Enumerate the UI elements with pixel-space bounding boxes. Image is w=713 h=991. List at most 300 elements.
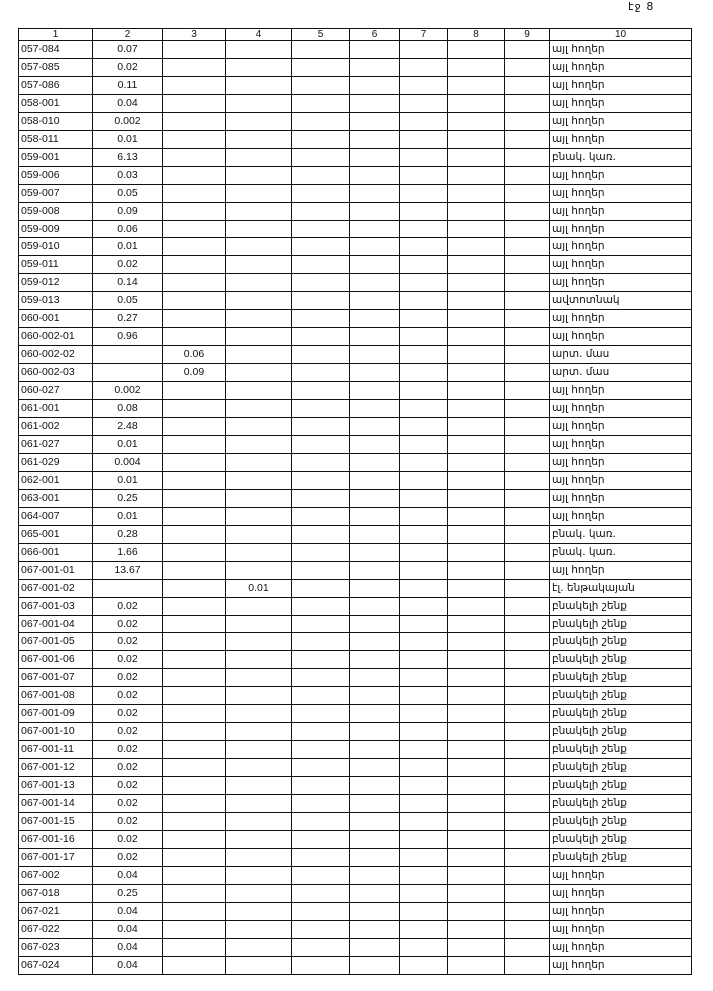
cell-col-5 bbox=[292, 759, 350, 777]
cell-col-8 bbox=[448, 651, 505, 669]
cell-col-10: այլ հողեր bbox=[550, 453, 692, 471]
cell-col-3 bbox=[163, 184, 226, 202]
cell-col-9 bbox=[505, 58, 550, 76]
cell-col-7 bbox=[400, 202, 448, 220]
cell-col-5 bbox=[292, 938, 350, 956]
cell-col-3 bbox=[163, 884, 226, 902]
cell-col-8 bbox=[448, 148, 505, 166]
cell-col-2: 0.02 bbox=[93, 741, 163, 759]
cell-col-2: 0.002 bbox=[93, 382, 163, 400]
cell-col-9 bbox=[505, 759, 550, 777]
cell-col-6 bbox=[350, 58, 400, 76]
cell-col-2: 0.04 bbox=[93, 902, 163, 920]
cell-col-3 bbox=[163, 525, 226, 543]
cell-col-5 bbox=[292, 238, 350, 256]
cell-col-1: 059-011 bbox=[19, 256, 93, 274]
cell-col-9 bbox=[505, 166, 550, 184]
cell-col-6 bbox=[350, 346, 400, 364]
cell-col-1: 067-001-08 bbox=[19, 687, 93, 705]
cell-col-10: այլ հողեր bbox=[550, 920, 692, 938]
cell-col-2: 0.02 bbox=[93, 615, 163, 633]
cell-col-10: բնակելի շենք bbox=[550, 795, 692, 813]
cell-col-1: 067-024 bbox=[19, 956, 93, 974]
cell-col-10: այլ հողեր bbox=[550, 418, 692, 436]
cell-col-4 bbox=[226, 848, 292, 866]
cell-col-7 bbox=[400, 130, 448, 148]
table-row bbox=[19, 507, 692, 525]
cell-col-8 bbox=[448, 741, 505, 759]
cell-col-7 bbox=[400, 310, 448, 328]
cell-col-7 bbox=[400, 615, 448, 633]
cell-col-7 bbox=[400, 579, 448, 597]
cell-col-1: 057-086 bbox=[19, 76, 93, 94]
table-row bbox=[19, 364, 692, 382]
cell-col-8 bbox=[448, 94, 505, 112]
cell-col-6 bbox=[350, 866, 400, 884]
cell-col-8 bbox=[448, 202, 505, 220]
cell-col-2: 0.11 bbox=[93, 76, 163, 94]
cell-col-4 bbox=[226, 741, 292, 759]
cell-col-5 bbox=[292, 866, 350, 884]
cell-col-6 bbox=[350, 382, 400, 400]
cell-col-10: արտ. մաս bbox=[550, 346, 692, 364]
cell-col-4 bbox=[226, 759, 292, 777]
cell-col-10: այլ հողեր bbox=[550, 76, 692, 94]
cell-col-7 bbox=[400, 400, 448, 418]
table-row bbox=[19, 41, 692, 59]
table-row bbox=[19, 705, 692, 723]
cell-col-7 bbox=[400, 920, 448, 938]
cell-col-4 bbox=[226, 310, 292, 328]
cell-col-6 bbox=[350, 723, 400, 741]
cell-col-7 bbox=[400, 148, 448, 166]
cell-col-5 bbox=[292, 848, 350, 866]
cell-col-9 bbox=[505, 148, 550, 166]
cell-col-8 bbox=[448, 615, 505, 633]
cell-col-10: այլ հողեր bbox=[550, 956, 692, 974]
table-row bbox=[19, 453, 692, 471]
cell-col-5 bbox=[292, 884, 350, 902]
cell-col-7 bbox=[400, 902, 448, 920]
cell-col-7 bbox=[400, 346, 448, 364]
cell-col-8 bbox=[448, 310, 505, 328]
cell-col-9 bbox=[505, 579, 550, 597]
cell-col-6 bbox=[350, 615, 400, 633]
cell-col-3 bbox=[163, 41, 226, 59]
cell-col-3 bbox=[163, 723, 226, 741]
table-row bbox=[19, 741, 692, 759]
cell-col-3 bbox=[163, 58, 226, 76]
cell-col-5 bbox=[292, 418, 350, 436]
cell-col-1: 063-001 bbox=[19, 489, 93, 507]
cell-col-4 bbox=[226, 687, 292, 705]
cell-col-1: 067-023 bbox=[19, 938, 93, 956]
cell-col-3 bbox=[163, 148, 226, 166]
cell-col-2: 0.03 bbox=[93, 166, 163, 184]
cell-col-10: այլ հողեր bbox=[550, 435, 692, 453]
cell-col-5 bbox=[292, 166, 350, 184]
cell-col-6 bbox=[350, 687, 400, 705]
cell-col-9 bbox=[505, 902, 550, 920]
cell-col-9 bbox=[505, 525, 550, 543]
cell-col-5 bbox=[292, 687, 350, 705]
cell-col-7 bbox=[400, 435, 448, 453]
cell-col-3 bbox=[163, 848, 226, 866]
cell-col-9 bbox=[505, 938, 550, 956]
table-row bbox=[19, 346, 692, 364]
cell-col-3 bbox=[163, 453, 226, 471]
cell-col-8 bbox=[448, 184, 505, 202]
cell-col-2: 0.002 bbox=[93, 112, 163, 130]
cell-col-6 bbox=[350, 130, 400, 148]
cell-col-7 bbox=[400, 741, 448, 759]
cell-col-10: այլ հողեր bbox=[550, 220, 692, 238]
cell-col-5 bbox=[292, 292, 350, 310]
cell-col-10: բնակելի շենք bbox=[550, 651, 692, 669]
table-row bbox=[19, 543, 692, 561]
table-row bbox=[19, 292, 692, 310]
cell-col-4 bbox=[226, 795, 292, 813]
cell-col-6 bbox=[350, 525, 400, 543]
cell-col-2: 0.05 bbox=[93, 184, 163, 202]
cell-col-6 bbox=[350, 112, 400, 130]
cell-col-1: 067-001-07 bbox=[19, 669, 93, 687]
cell-col-2: 0.01 bbox=[93, 507, 163, 525]
table-row bbox=[19, 400, 692, 418]
cell-col-2: 0.02 bbox=[93, 759, 163, 777]
cell-col-7 bbox=[400, 651, 448, 669]
cell-col-4 bbox=[226, 812, 292, 830]
column-header-7: 7 bbox=[400, 29, 448, 41]
cell-col-9 bbox=[505, 453, 550, 471]
cell-col-5 bbox=[292, 453, 350, 471]
land-parcel-table bbox=[18, 28, 692, 975]
cell-col-3 bbox=[163, 202, 226, 220]
table-row bbox=[19, 651, 692, 669]
cell-col-9 bbox=[505, 543, 550, 561]
cell-col-7 bbox=[400, 597, 448, 615]
table-row bbox=[19, 58, 692, 76]
cell-col-4 bbox=[226, 543, 292, 561]
cell-col-9 bbox=[505, 435, 550, 453]
cell-col-4 bbox=[226, 184, 292, 202]
cell-col-3 bbox=[163, 597, 226, 615]
table-row bbox=[19, 238, 692, 256]
cell-col-7 bbox=[400, 292, 448, 310]
cell-col-2: 0.02 bbox=[93, 633, 163, 651]
cell-col-1: 067-001-05 bbox=[19, 633, 93, 651]
table-row bbox=[19, 256, 692, 274]
cell-col-9 bbox=[505, 615, 550, 633]
cell-col-6 bbox=[350, 543, 400, 561]
cell-col-8 bbox=[448, 418, 505, 436]
cell-col-5 bbox=[292, 76, 350, 94]
column-header-1: 1 bbox=[19, 29, 93, 41]
cell-col-4 bbox=[226, 435, 292, 453]
cell-col-9 bbox=[505, 41, 550, 59]
cell-col-2: 0.02 bbox=[93, 705, 163, 723]
cell-col-10: այլ հողեր bbox=[550, 238, 692, 256]
cell-col-3 bbox=[163, 956, 226, 974]
cell-col-10: էլ. ենթակայան bbox=[550, 579, 692, 597]
table-row bbox=[19, 848, 692, 866]
cell-col-9 bbox=[505, 184, 550, 202]
cell-col-1: 067-001-01 bbox=[19, 561, 93, 579]
cell-col-9 bbox=[505, 866, 550, 884]
cell-col-9 bbox=[505, 400, 550, 418]
cell-col-4 bbox=[226, 705, 292, 723]
cell-col-4 bbox=[226, 956, 292, 974]
cell-col-6 bbox=[350, 220, 400, 238]
cell-col-1: 060-002-03 bbox=[19, 364, 93, 382]
cell-col-5 bbox=[292, 777, 350, 795]
cell-col-5 bbox=[292, 435, 350, 453]
cell-col-10: այլ հողեր bbox=[550, 202, 692, 220]
table-row bbox=[19, 328, 692, 346]
cell-col-5 bbox=[292, 920, 350, 938]
cell-col-9 bbox=[505, 795, 550, 813]
cell-col-4 bbox=[226, 507, 292, 525]
cell-col-3 bbox=[163, 310, 226, 328]
cell-col-2: 0.01 bbox=[93, 238, 163, 256]
cell-col-9 bbox=[505, 687, 550, 705]
cell-col-10: բնակելի շենք bbox=[550, 615, 692, 633]
cell-col-4 bbox=[226, 777, 292, 795]
cell-col-8 bbox=[448, 723, 505, 741]
cell-col-8 bbox=[448, 705, 505, 723]
cell-col-6 bbox=[350, 938, 400, 956]
cell-col-7 bbox=[400, 256, 448, 274]
cell-col-8 bbox=[448, 400, 505, 418]
cell-col-4 bbox=[226, 418, 292, 436]
cell-col-6 bbox=[350, 561, 400, 579]
table-row bbox=[19, 795, 692, 813]
cell-col-7 bbox=[400, 184, 448, 202]
cell-col-5 bbox=[292, 669, 350, 687]
cell-col-10: այլ հողեր bbox=[550, 130, 692, 148]
cell-col-3 bbox=[163, 777, 226, 795]
cell-col-10: այլ հողեր bbox=[550, 112, 692, 130]
cell-col-2: 0.08 bbox=[93, 400, 163, 418]
cell-col-5 bbox=[292, 382, 350, 400]
cell-col-5 bbox=[292, 579, 350, 597]
cell-col-3 bbox=[163, 382, 226, 400]
cell-col-10: այլ հողեր bbox=[550, 902, 692, 920]
table-row bbox=[19, 884, 692, 902]
cell-col-10: այլ հողեր bbox=[550, 274, 692, 292]
cell-col-1: 061-029 bbox=[19, 453, 93, 471]
cell-col-4 bbox=[226, 723, 292, 741]
cell-col-6 bbox=[350, 274, 400, 292]
cell-col-8 bbox=[448, 777, 505, 795]
cell-col-4 bbox=[226, 328, 292, 346]
cell-col-1: 059-009 bbox=[19, 220, 93, 238]
cell-col-4 bbox=[226, 94, 292, 112]
cell-col-1: 067-001-14 bbox=[19, 795, 93, 813]
cell-col-10: այլ հողեր bbox=[550, 884, 692, 902]
cell-col-1: 067-001-16 bbox=[19, 830, 93, 848]
cell-col-7 bbox=[400, 507, 448, 525]
cell-col-7 bbox=[400, 884, 448, 902]
cell-col-7 bbox=[400, 777, 448, 795]
cell-col-2: 0.06 bbox=[93, 220, 163, 238]
cell-col-8 bbox=[448, 795, 505, 813]
cell-col-5 bbox=[292, 220, 350, 238]
table-row bbox=[19, 669, 692, 687]
cell-col-5 bbox=[292, 346, 350, 364]
cell-col-3 bbox=[163, 400, 226, 418]
cell-col-3 bbox=[163, 328, 226, 346]
cell-col-3 bbox=[163, 112, 226, 130]
cell-col-5 bbox=[292, 328, 350, 346]
cell-col-3 bbox=[163, 256, 226, 274]
cell-col-5 bbox=[292, 58, 350, 76]
cell-col-3 bbox=[163, 292, 226, 310]
cell-col-7 bbox=[400, 274, 448, 292]
cell-col-5 bbox=[292, 633, 350, 651]
cell-col-4 bbox=[226, 41, 292, 59]
table-row bbox=[19, 633, 692, 651]
cell-col-3 bbox=[163, 615, 226, 633]
cell-col-8 bbox=[448, 274, 505, 292]
cell-col-1: 067-002 bbox=[19, 866, 93, 884]
table-row bbox=[19, 759, 692, 777]
cell-col-1: 058-010 bbox=[19, 112, 93, 130]
cell-col-6 bbox=[350, 418, 400, 436]
cell-col-5 bbox=[292, 364, 350, 382]
cell-col-3 bbox=[163, 543, 226, 561]
cell-col-10: այլ հողեր bbox=[550, 866, 692, 884]
cell-col-10: բնակելի շենք bbox=[550, 830, 692, 848]
cell-col-9 bbox=[505, 328, 550, 346]
cell-col-1: 067-001-15 bbox=[19, 812, 93, 830]
cell-col-7 bbox=[400, 633, 448, 651]
cell-col-2: 0.02 bbox=[93, 830, 163, 848]
cell-col-10: արտ. մաս bbox=[550, 364, 692, 382]
cell-col-7 bbox=[400, 830, 448, 848]
table-row bbox=[19, 489, 692, 507]
cell-col-2: 6.13 bbox=[93, 148, 163, 166]
cell-col-3 bbox=[163, 130, 226, 148]
cell-col-9 bbox=[505, 920, 550, 938]
cell-col-10: այլ հողեր bbox=[550, 471, 692, 489]
cell-col-2: 0.04 bbox=[93, 938, 163, 956]
cell-col-3 bbox=[163, 418, 226, 436]
cell-col-5 bbox=[292, 148, 350, 166]
cell-col-5 bbox=[292, 94, 350, 112]
cell-col-6 bbox=[350, 705, 400, 723]
cell-col-9 bbox=[505, 238, 550, 256]
cell-col-9 bbox=[505, 956, 550, 974]
cell-col-2: 0.25 bbox=[93, 489, 163, 507]
cell-col-7 bbox=[400, 848, 448, 866]
cell-col-7 bbox=[400, 238, 448, 256]
cell-col-8 bbox=[448, 633, 505, 651]
cell-col-4 bbox=[226, 866, 292, 884]
cell-col-6 bbox=[350, 633, 400, 651]
cell-col-4 bbox=[226, 238, 292, 256]
cell-col-2: 0.02 bbox=[93, 848, 163, 866]
cell-col-10: այլ հողեր bbox=[550, 184, 692, 202]
cell-col-9 bbox=[505, 884, 550, 902]
table-row bbox=[19, 166, 692, 184]
cell-col-10: բնակելի շենք bbox=[550, 777, 692, 795]
table-row bbox=[19, 597, 692, 615]
cell-col-4 bbox=[226, 884, 292, 902]
cell-col-1: 059-007 bbox=[19, 184, 93, 202]
cell-col-10: բնակելի շենք bbox=[550, 669, 692, 687]
cell-col-2: 0.04 bbox=[93, 920, 163, 938]
cell-col-7 bbox=[400, 866, 448, 884]
table-row bbox=[19, 777, 692, 795]
cell-col-8 bbox=[448, 848, 505, 866]
cell-col-8 bbox=[448, 328, 505, 346]
cell-col-6 bbox=[350, 956, 400, 974]
table-row bbox=[19, 866, 692, 884]
cell-col-1: 059-006 bbox=[19, 166, 93, 184]
table-row bbox=[19, 435, 692, 453]
cell-col-7 bbox=[400, 956, 448, 974]
cell-col-1: 059-010 bbox=[19, 238, 93, 256]
cell-col-2: 13.67 bbox=[93, 561, 163, 579]
cell-col-1: 059-008 bbox=[19, 202, 93, 220]
cell-col-9 bbox=[505, 94, 550, 112]
cell-col-2: 0.05 bbox=[93, 292, 163, 310]
cell-col-10: բնակելի շենք bbox=[550, 633, 692, 651]
cell-col-6 bbox=[350, 166, 400, 184]
cell-col-2: 0.02 bbox=[93, 795, 163, 813]
cell-col-2: 0.01 bbox=[93, 130, 163, 148]
cell-col-1: 061-002 bbox=[19, 418, 93, 436]
column-header-9: 9 bbox=[505, 29, 550, 41]
cell-col-4 bbox=[226, 400, 292, 418]
table-row bbox=[19, 920, 692, 938]
cell-col-3 bbox=[163, 220, 226, 238]
table-row bbox=[19, 202, 692, 220]
cell-col-2: 0.07 bbox=[93, 41, 163, 59]
cell-col-4 bbox=[226, 651, 292, 669]
table-row bbox=[19, 76, 692, 94]
cell-col-1: 067-001-17 bbox=[19, 848, 93, 866]
cell-col-6 bbox=[350, 812, 400, 830]
cell-col-4 bbox=[226, 902, 292, 920]
cell-col-8 bbox=[448, 256, 505, 274]
cell-col-9 bbox=[505, 561, 550, 579]
cell-col-5 bbox=[292, 705, 350, 723]
cell-col-10: այլ հողեր bbox=[550, 938, 692, 956]
cell-col-8 bbox=[448, 507, 505, 525]
cell-col-5 bbox=[292, 400, 350, 418]
cell-col-7 bbox=[400, 687, 448, 705]
cell-col-4 bbox=[226, 525, 292, 543]
cell-col-6 bbox=[350, 400, 400, 418]
table-row bbox=[19, 561, 692, 579]
cell-col-6 bbox=[350, 597, 400, 615]
cell-col-10: այլ հողեր bbox=[550, 400, 692, 418]
cell-col-6 bbox=[350, 94, 400, 112]
cell-col-7 bbox=[400, 453, 448, 471]
cell-col-2: 0.02 bbox=[93, 58, 163, 76]
cell-col-9 bbox=[505, 274, 550, 292]
cell-col-6 bbox=[350, 507, 400, 525]
table-row bbox=[19, 525, 692, 543]
cell-col-10: այլ հողեր bbox=[550, 58, 692, 76]
cell-col-6 bbox=[350, 453, 400, 471]
cell-col-7 bbox=[400, 418, 448, 436]
cell-col-10: այլ հողեր bbox=[550, 256, 692, 274]
cell-col-8 bbox=[448, 435, 505, 453]
cell-col-5 bbox=[292, 543, 350, 561]
